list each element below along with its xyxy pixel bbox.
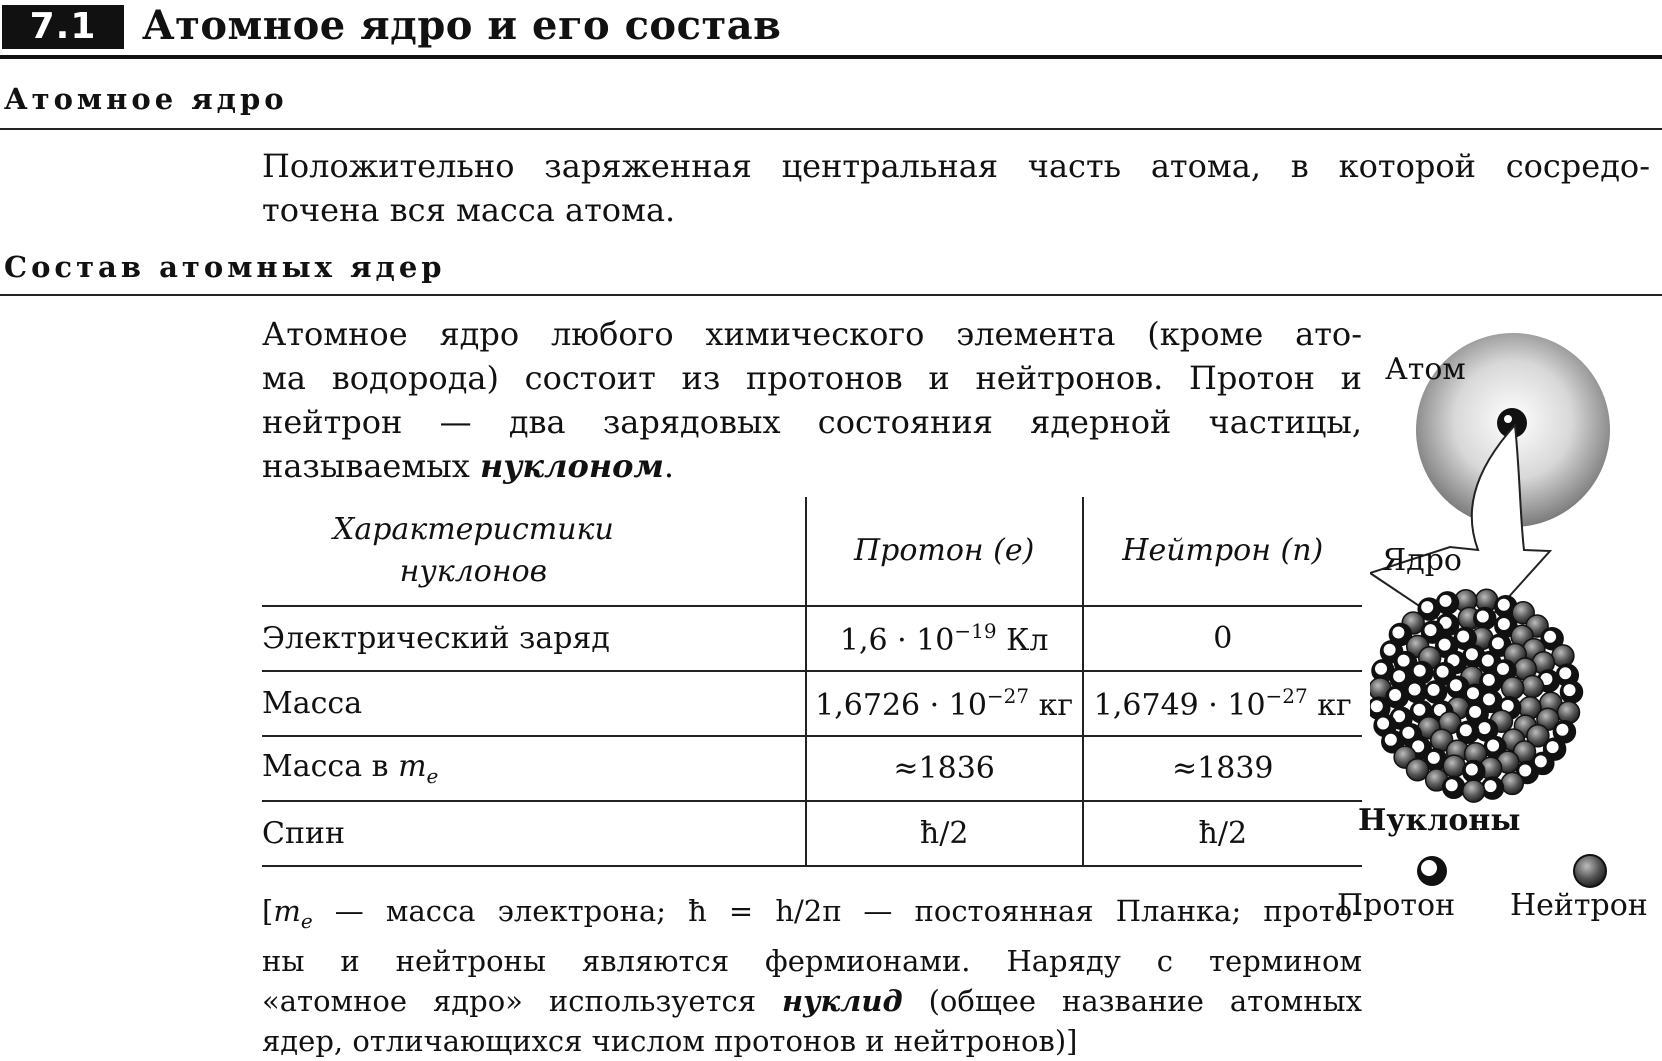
proton-highlight (1437, 666, 1449, 678)
text-fragment: . (663, 447, 675, 485)
text-line: Атомное ядро любого химического элемента (кроме ато- (262, 315, 1362, 353)
variable: m (273, 894, 301, 928)
text-line: нейтрон — два зарядовых состояния ядерной частицы, (262, 403, 1362, 441)
subscript: e (426, 764, 439, 788)
section-heading-atomic-nucleus: Атомное ядро (4, 82, 288, 116)
neutron-ball (1522, 676, 1544, 698)
proton-highlight (1375, 663, 1387, 675)
neutron-ball (1558, 701, 1580, 723)
proton-highlight (1385, 734, 1397, 746)
value-text: 1,6726 · 10 (815, 688, 987, 723)
label-text: Масса в (262, 749, 399, 784)
proton-highlight (1487, 740, 1499, 752)
neutron-ball (1502, 677, 1524, 699)
proton-highlight (1460, 724, 1472, 736)
proton-highlight (1440, 595, 1452, 607)
proton-highlight (1384, 644, 1396, 656)
proton-highlight (1498, 618, 1510, 630)
proton-highlight (1392, 627, 1404, 639)
table-header-row (262, 497, 1362, 606)
proton-highlight (1413, 704, 1425, 716)
proton-highlight (1547, 741, 1559, 753)
proton-highlight (1479, 722, 1491, 734)
text-line: ма водорода) состоит из протонов и нейтронов. Протон и (262, 359, 1362, 397)
nucleon-cluster (1370, 589, 1583, 802)
proton-highlight (1425, 624, 1437, 636)
section-rule (0, 128, 1662, 130)
proton-highlight (1377, 718, 1389, 730)
proton-highlight (1485, 780, 1497, 792)
proton-highlight (1402, 727, 1414, 739)
text-line (262, 981, 1362, 1021)
title-rule (0, 55, 1662, 59)
neutron-legend-icon (1574, 855, 1606, 887)
text-fragment: называемых (262, 447, 480, 485)
text-line: ядер, отличающихся числом протонов и нейтронов)] (262, 1023, 1078, 1058)
proton-highlight (1428, 752, 1440, 764)
exponent: −19 (954, 619, 997, 643)
text-line: точена вся масса атома. (262, 191, 676, 229)
proton-highlight (1414, 665, 1426, 677)
proton-highlight (1477, 611, 1489, 623)
text-fragment: [ (262, 894, 274, 928)
proton-value: ≈1836 (806, 736, 1083, 801)
proton-highlight (1371, 700, 1383, 712)
proton-highlight (1469, 706, 1481, 718)
section-heading-composition: Состав атомных ядер (4, 250, 446, 284)
nucleus-label: Ядро (1382, 543, 1462, 578)
table-row (262, 736, 1362, 801)
exponent: −27 (986, 684, 1030, 708)
definition-paragraph (262, 144, 1650, 232)
header-text: нуклонов (399, 554, 548, 589)
table-row (262, 606, 1362, 671)
text-line: Положительно заряженная центральная часть атома, в которой сосредо- (262, 147, 1650, 185)
proton-highlight (1544, 631, 1556, 643)
proton-highlight (1428, 684, 1440, 696)
section-rule (0, 294, 1662, 296)
unit: кг (1307, 688, 1352, 723)
proton-highlight (1483, 674, 1495, 686)
value-text: 1,6 · 10 (839, 623, 955, 658)
neutron-legend-label: Нейтрон (1510, 888, 1648, 923)
text-fragment: «атомное ядро» используется (262, 983, 783, 1018)
header-text: Характеристики (332, 512, 614, 547)
proton-highlight (1519, 765, 1531, 777)
nucleus-highlight (1504, 415, 1512, 423)
proton-highlight (1497, 663, 1509, 675)
proton-legend-label: Протон (1337, 888, 1456, 923)
text-fragment: (общее название атомных (902, 983, 1362, 1018)
section-number-badge: 7.1 (2, 5, 124, 49)
header-proton: Протон (e) (806, 497, 1083, 606)
row-label: Спин (262, 801, 806, 866)
proton-highlight (1450, 679, 1462, 691)
row-label: Масса (262, 671, 806, 736)
neutron-value (1083, 671, 1362, 736)
unit: Кл (996, 623, 1049, 658)
proton-highlight (1498, 599, 1510, 611)
table-row (262, 671, 1362, 736)
neutron-ball (1501, 772, 1523, 794)
nucleon-properties-table (262, 497, 1362, 867)
text-line (262, 444, 1362, 488)
proton-highlight (1492, 637, 1504, 649)
proton-value: ħ/2 (806, 801, 1083, 866)
value-text: 1,6749 · 10 (1093, 688, 1266, 723)
row-label (262, 736, 806, 801)
proton-highlight (1446, 779, 1458, 791)
proton-highlight (1398, 655, 1410, 667)
exponent: −27 (1265, 684, 1308, 708)
unit: кг (1029, 688, 1074, 723)
proton-value (806, 606, 1083, 671)
proton-highlight (1466, 648, 1478, 660)
header-characteristics (262, 497, 806, 606)
proton-highlight (1421, 601, 1433, 613)
proton-value (806, 671, 1083, 736)
proton-highlight (1389, 689, 1401, 701)
proton-highlight (1467, 687, 1479, 699)
neutron-value: ≈1839 (1083, 736, 1362, 801)
composition-paragraph (262, 312, 1362, 488)
footnote (262, 891, 1362, 1061)
text-fragment: — масса электрона; ħ = h/2π — постоянная Планка; прото- (312, 894, 1362, 928)
proton-highlight (1409, 684, 1421, 696)
row-label: Электрический заряд (262, 606, 806, 671)
neutron-value: ħ/2 (1083, 801, 1362, 866)
variable: m (398, 749, 427, 784)
header-neutron: Нейтрон (n) (1083, 497, 1362, 606)
term-nuclide: нуклид (782, 983, 903, 1018)
proton-highlight (1483, 693, 1495, 705)
proton-highlight (1559, 667, 1571, 679)
table-row (262, 801, 1362, 866)
nucleons-label: Нуклоны (1358, 803, 1521, 838)
text-line (262, 891, 1362, 941)
atom-label: Атом (1385, 352, 1466, 387)
page-title: Атомное ядро и его состав (142, 2, 782, 49)
neutron-ball (1552, 645, 1574, 667)
proton-highlight (1421, 860, 1437, 876)
neutron-value: 0 (1083, 606, 1362, 671)
neutron-ball (1463, 780, 1485, 802)
subscript: e (300, 908, 313, 933)
proton-highlight (1393, 670, 1405, 682)
proton-highlight (1457, 631, 1469, 643)
term-nucleon: нуклоном (479, 447, 664, 485)
proton-highlight (1439, 639, 1451, 651)
atom-nucleus-diagram (1337, 325, 1662, 1005)
proton-highlight (1556, 724, 1568, 736)
proton-highlight (1466, 764, 1478, 776)
text-line: ны и нейтроны являются фермионами. Наряду с термином (262, 943, 1362, 978)
proton-highlight (1482, 655, 1494, 667)
proton-highlight (1564, 684, 1576, 696)
